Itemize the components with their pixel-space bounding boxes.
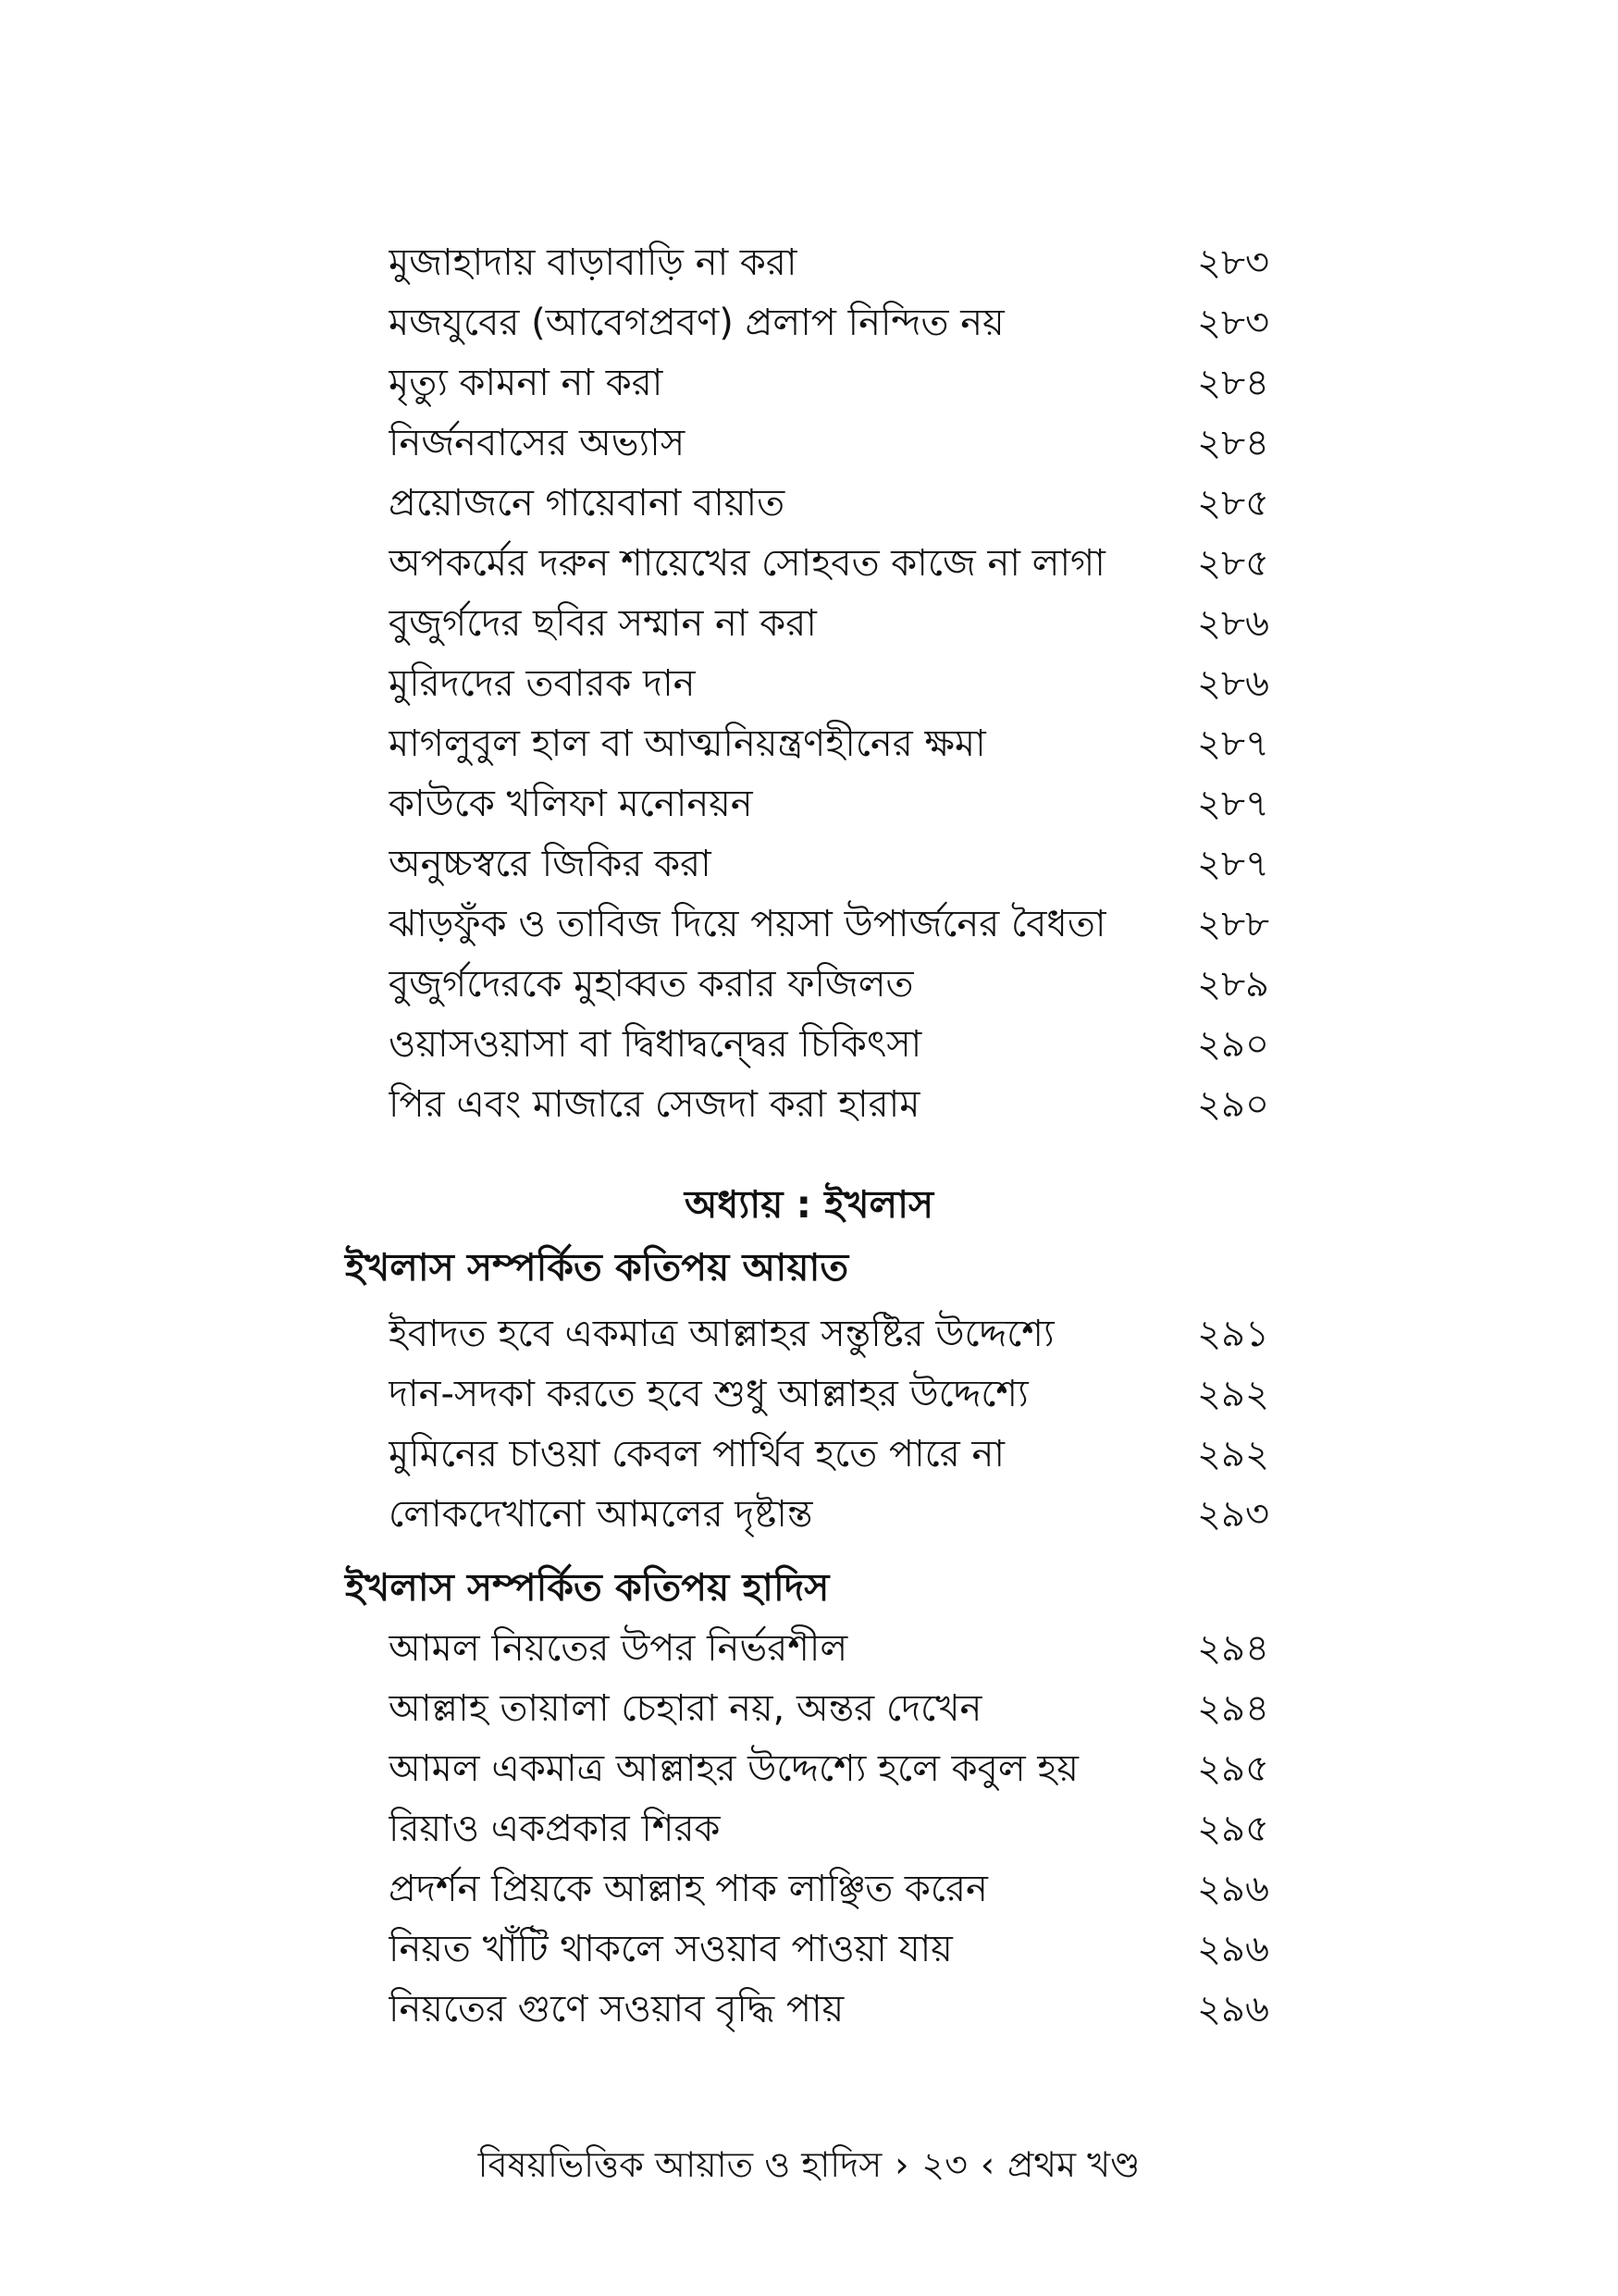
entry-page: ২৯৬ <box>1197 1988 1269 2031</box>
entry-page: ২৯৬ <box>1197 1928 1269 1970</box>
toc-entry <box>389 714 1269 774</box>
entry-page: ২৯০ <box>1197 1083 1269 1126</box>
entry-page: ২৯১ <box>1197 1313 1269 1355</box>
entry-title: মুমিনের চাওয়া কেবল পার্থিব হতে পারে না <box>389 1433 1005 1475</box>
toc-entry <box>389 1920 1269 1980</box>
entry-page: ২৯৪ <box>1197 1687 1269 1730</box>
section-heading-ayat: ইখলাস সম্পর্কিত কতিপয় আয়াত <box>345 1245 849 1290</box>
entry-title: মুরিদদের তবারক দান <box>389 662 696 705</box>
toc-ayat-list <box>389 1304 1269 1545</box>
entry-page: ২৮৮ <box>1197 903 1269 945</box>
toc-entry <box>389 233 1269 293</box>
entry-page: ২৮৭ <box>1197 722 1269 765</box>
toc-entry <box>389 414 1269 474</box>
entry-title: আমল একমাত্র আল্লাহর উদ্দেশ্যে হলে কবুল হয় <box>389 1747 1079 1790</box>
entry-page: ২৯২ <box>1197 1373 1269 1415</box>
entry-page: ২৮৪ <box>1197 362 1269 404</box>
toc-entry <box>389 895 1269 955</box>
entry-title: আমল নিয়তের উপর নির্ভরশীল <box>389 1627 848 1670</box>
entry-page: ২৮৭ <box>1197 783 1269 825</box>
entry-title: মুজাহাদায় বাড়াবাড়ি না করা <box>389 241 797 284</box>
footer-book-title: বিষয়ভিত্তিক আয়াত ও হাদিস <box>477 2144 883 2185</box>
entry-title: কাউকে খলিফা মনোনয়ন <box>389 783 753 825</box>
toc-entry <box>389 1425 1269 1485</box>
entry-title: নিয়তের গুণে সওয়াব বৃদ্ধি পায় <box>389 1988 845 2031</box>
entry-title: ঝাড়ফুঁক ও তাবিজ দিয়ে পয়সা উপার্জনের বৈধতা <box>389 903 1106 945</box>
toc-entry <box>389 834 1269 895</box>
toc-entry <box>389 1679 1269 1739</box>
entry-title: অপকর্মের দরুন শায়েখের সোহবত কাজে না লাগা <box>389 542 1105 585</box>
entry-page: ২৮৬ <box>1197 662 1269 705</box>
entry-page: ২৯৩ <box>1197 1493 1269 1536</box>
entry-page: ২৮৯ <box>1197 963 1269 1006</box>
entry-title: মৃত্যু কামনা না করা <box>389 362 663 404</box>
toc-entry <box>389 1739 1269 1799</box>
toc-entry <box>389 1075 1269 1135</box>
entry-page: ২৮৬ <box>1197 602 1269 645</box>
entry-title: ওয়াসওয়াসা বা দ্বিধাদ্বন্দ্বের চিকিৎসা <box>389 1023 922 1066</box>
entry-page: ২৯০ <box>1197 1023 1269 1066</box>
entry-page: ২৮৩ <box>1197 302 1269 344</box>
footer-right-separator: ‹ <box>980 2144 995 2185</box>
entry-page: ২৯৪ <box>1197 1627 1269 1670</box>
entry-title: আল্লাহ তায়ালা চেহারা নয়, অন্তর দেখেন <box>389 1687 982 1730</box>
toc-entry <box>389 654 1269 714</box>
toc-entry <box>389 1364 1269 1425</box>
entry-title: দান-সদকা করতে হবে শুধু আল্লাহর উদ্দেশ্যে <box>389 1373 1029 1415</box>
toc-entry <box>389 1980 1269 2040</box>
toc-entry <box>389 1799 1269 1859</box>
entry-title: রিয়াও একপ্রকার শিরক <box>389 1808 721 1850</box>
toc-entry <box>389 1619 1269 1679</box>
entry-title: নির্জনবাসের অভ্যাস <box>389 422 685 464</box>
entry-page: ২৮৫ <box>1197 482 1269 525</box>
entry-title: বুজুর্গদেরকে মুহাব্বত করার ফজিলত <box>389 963 914 1006</box>
toc-entry <box>389 474 1269 534</box>
toc-entry <box>389 774 1269 834</box>
toc-top-list <box>389 233 1269 1135</box>
toc-entry <box>389 1304 1269 1364</box>
entry-page: ২৯২ <box>1197 1433 1269 1475</box>
toc-entry <box>389 353 1269 414</box>
toc-hadith-list <box>389 1619 1269 2040</box>
entry-title: প্রয়োজনে গায়েবানা বায়াত <box>389 482 785 525</box>
entry-page: ২৯৫ <box>1197 1808 1269 1850</box>
toc-entry <box>389 955 1269 1015</box>
footer-volume: প্রথম খণ্ড <box>1007 2144 1141 2185</box>
toc-entry <box>389 1485 1269 1545</box>
toc-entry <box>389 293 1269 353</box>
toc-entry <box>389 1859 1269 1920</box>
footer-left-separator: › <box>895 2144 909 2185</box>
section-heading-hadith: ইখলাস সম্পর্কিত কতিপয় হাদিস <box>345 1565 830 1610</box>
entry-title: নিয়ত খাঁটি থাকলে সওয়াব পাওয়া যায় <box>389 1928 953 1970</box>
entry-page: ২৯৫ <box>1197 1747 1269 1790</box>
entry-page: ২৮৭ <box>1197 843 1269 885</box>
entry-title: ইবাদত হবে একমাত্র আল্লাহর সন্তুষ্টির উদ্দেশ্যে <box>389 1313 1055 1355</box>
footer-page-number: ২৩ <box>921 2144 968 2185</box>
chapter-title: অধ্যায় : ইখলাস <box>684 1182 934 1227</box>
entry-page: ২৮৪ <box>1197 422 1269 464</box>
entry-title: মাগলুবুল হাল বা আত্মনিয়ন্ত্রণহীনের ক্ষমা <box>389 722 986 765</box>
toc-entry <box>389 594 1269 654</box>
entry-page: ২৮৩ <box>1197 241 1269 284</box>
page-footer <box>0 2139 1618 2191</box>
entry-page: ২৮৫ <box>1197 542 1269 585</box>
entry-title: পির এবং মাজারে সেজদা করা হারাম <box>389 1083 920 1126</box>
entry-title: বুজুর্গদের ছবির সম্মান না করা <box>389 602 817 645</box>
entry-title: মজযুবের (আবেগপ্রবণ) প্রলাপ নিন্দিত নয় <box>389 302 1005 344</box>
toc-entry <box>389 534 1269 594</box>
entry-title: লোকদেখানো আমলের দৃষ্টান্ত <box>389 1493 813 1536</box>
entry-page: ২৯৬ <box>1197 1868 1269 1910</box>
entry-title: অনুচ্চস্বরে জিকির করা <box>389 843 711 885</box>
toc-entry <box>389 1015 1269 1075</box>
entry-title: প্রদর্শন প্রিয়কে আল্লাহ পাক লাঞ্ছিত করেন <box>389 1868 988 1910</box>
